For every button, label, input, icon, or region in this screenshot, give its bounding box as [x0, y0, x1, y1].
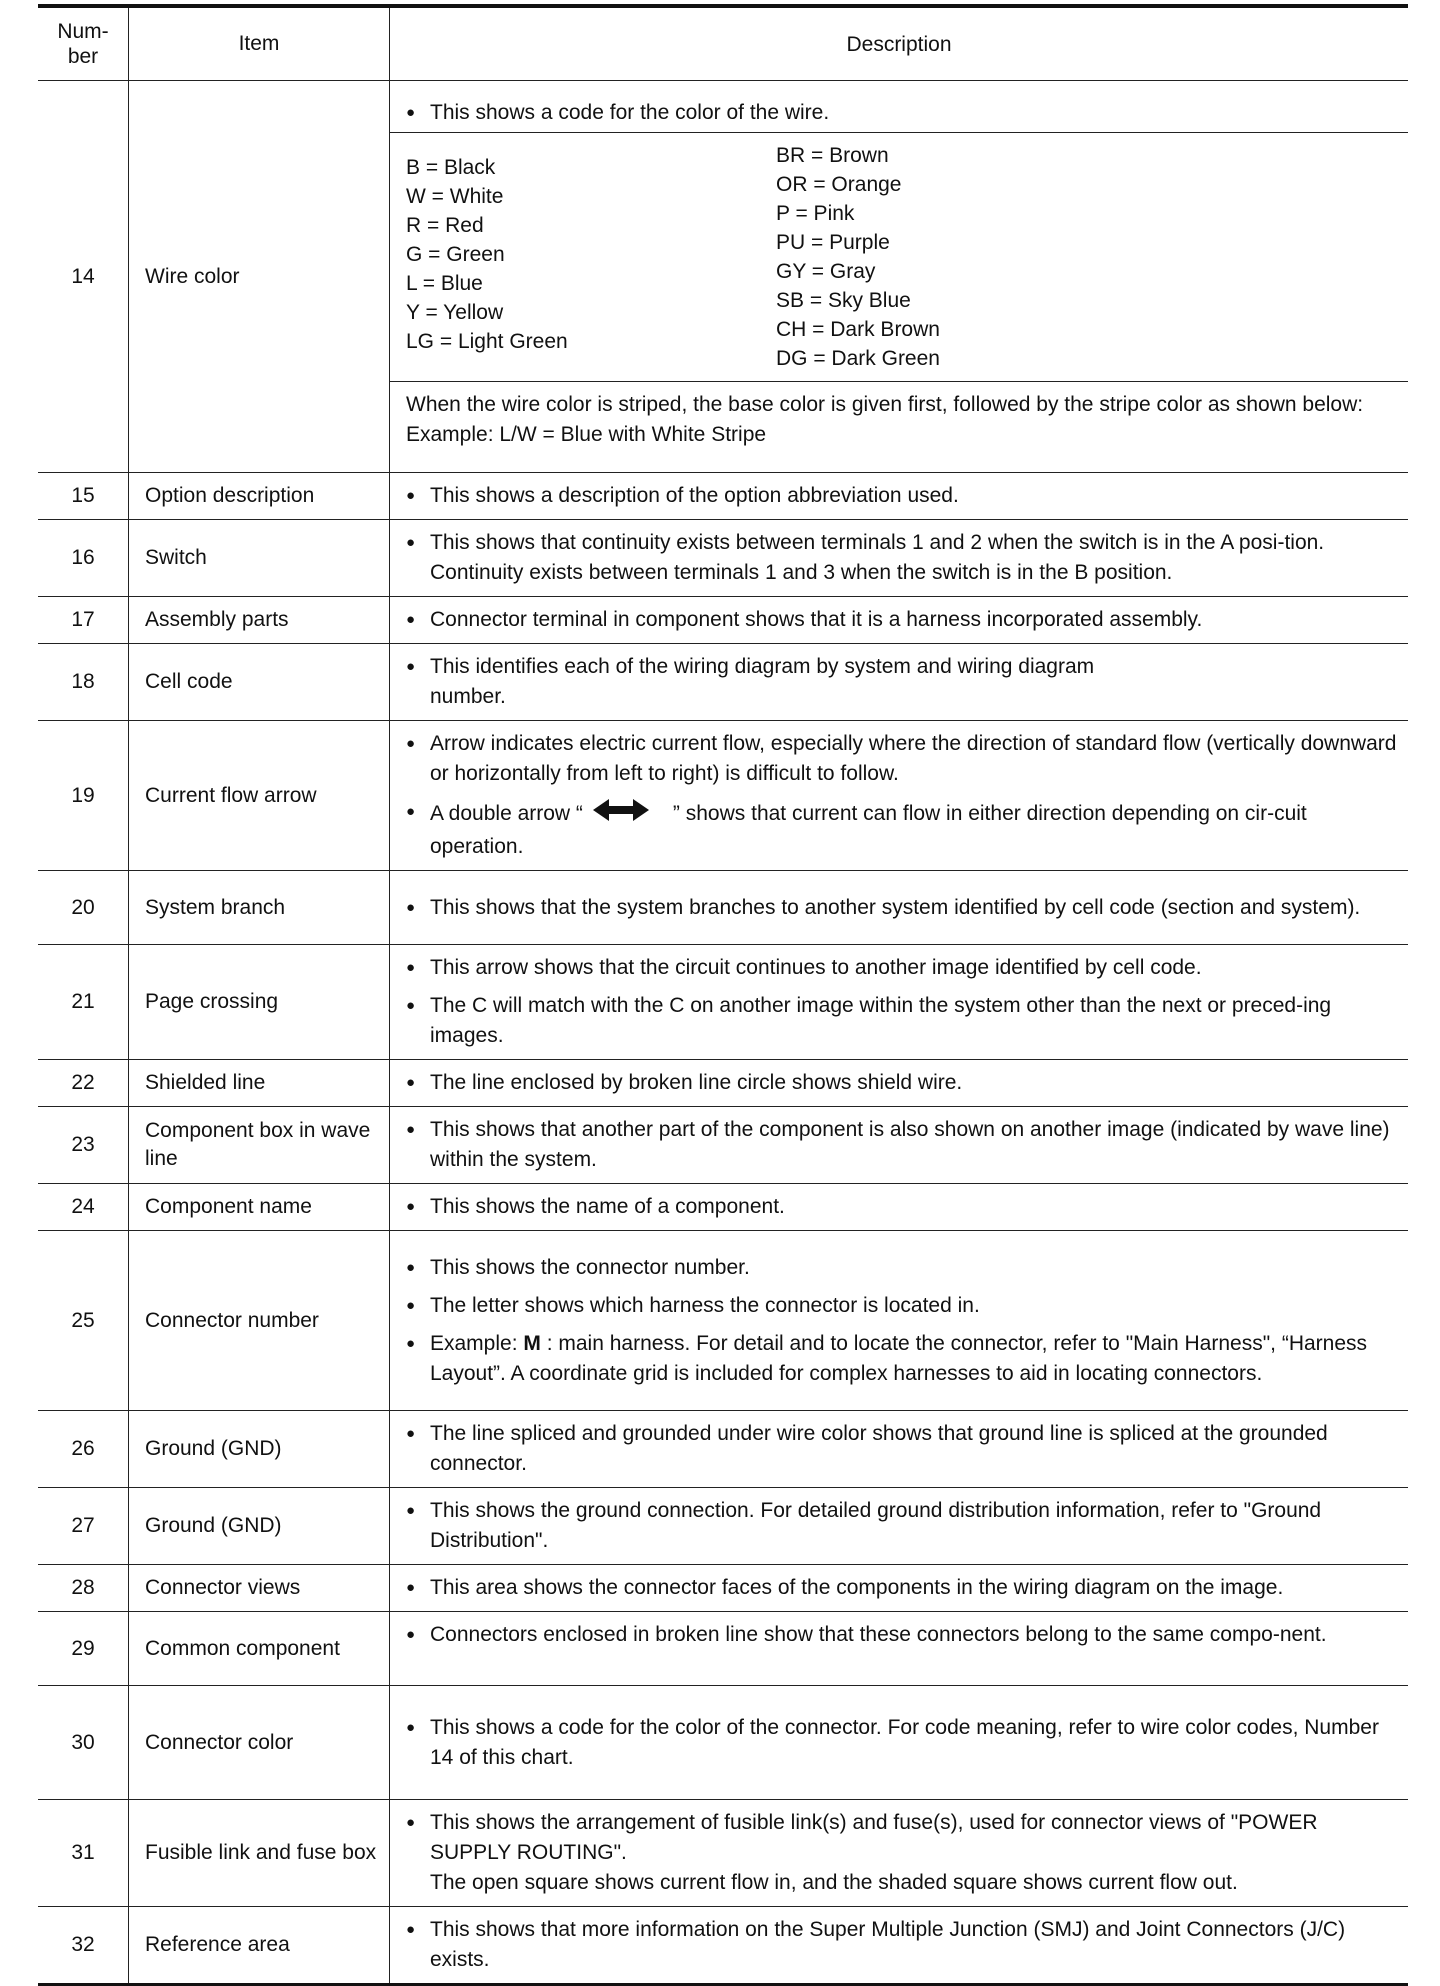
table-row [38, 597, 1408, 644]
row-description [390, 520, 1409, 597]
bullet-list [406, 729, 1398, 862]
row-description [390, 1686, 1409, 1800]
bullet-item: ● This shows that the system branches to another system identified by cell code (section and system). [406, 893, 1398, 923]
color-code: GY = Gray [776, 259, 876, 283]
bullet-item-example [406, 1329, 1398, 1389]
row-item: Reference area [129, 1907, 390, 1985]
table-row [38, 871, 1408, 945]
bullet-item: ● This shows the arrangement of fusible link(s) and fuse(s), used for connector views of "POWER SUPPLY ROUTING". The open square shows current flow in, and the shaded square shows current flow out. [406, 1808, 1398, 1898]
bullet-list [406, 1115, 1398, 1175]
bullet-item: ● This area shows the connector faces of the components in the wiring diagram on the image. [406, 1573, 1398, 1603]
color-code: OR = Orange [776, 172, 902, 196]
table-row [38, 1488, 1408, 1565]
bullet-list [406, 1253, 1398, 1389]
row-number: 29 [38, 1612, 129, 1686]
bullet-item-double-arrow [406, 797, 1398, 862]
row-description [390, 871, 1409, 945]
color-code: B = Black [406, 155, 496, 179]
bullet-item: ● This shows the connector number. [406, 1253, 1398, 1283]
row-number: 19 [38, 721, 129, 871]
row-number: 21 [38, 945, 129, 1060]
table-row [38, 1231, 1408, 1411]
table-row [38, 1800, 1408, 1907]
row-item: Shielded line [129, 1060, 390, 1107]
row-item: Wire color [129, 81, 390, 473]
wire-color-intro-section [390, 96, 1408, 132]
row-item: Assembly parts [129, 597, 390, 644]
table-row [38, 1565, 1408, 1612]
table-row [38, 1184, 1408, 1231]
double-arrow-icon [591, 797, 651, 832]
row-item: Option description [129, 473, 390, 520]
table-row [38, 1612, 1408, 1686]
bullet-item: ● This identifies each of the wiring diagram by system and wiring diagram number. [406, 652, 1398, 712]
row-description [390, 1907, 1409, 1985]
bullet-item: ● This shows the ground connection. For detailed ground distribution information, refer to "Ground Distribution". [406, 1496, 1398, 1556]
example-harness-code: M [523, 1331, 541, 1355]
row-item: Connector views [129, 1565, 390, 1612]
stripe-example: Example: L/W = Blue with White Stripe [406, 422, 767, 446]
color-codes-left [406, 141, 776, 373]
bullet-item: ● This arrow shows that the circuit continues to another image identified by cell code. [406, 953, 1398, 983]
example-label: Example: [430, 1331, 524, 1355]
table-row [38, 721, 1408, 871]
legend-table-sheet [38, 4, 1408, 1986]
bullet-item: ● This shows that another part of the component is also shown on another image (indicated by wave line) within the system. [406, 1115, 1398, 1175]
table-row [38, 473, 1408, 520]
color-code: W = White [406, 184, 504, 208]
color-code: P = Pink [776, 201, 855, 225]
row-item: Component name [129, 1184, 390, 1231]
bullet-list [406, 528, 1398, 588]
row-description [390, 473, 1409, 520]
row-item: System branch [129, 871, 390, 945]
row-description [390, 1488, 1409, 1565]
row-number: 16 [38, 520, 129, 597]
table-row [38, 1060, 1408, 1107]
header-number [38, 6, 129, 81]
row-number: 17 [38, 597, 129, 644]
bullet-list [406, 481, 1398, 511]
color-code: CH = Dark Brown [776, 317, 940, 341]
table-row [38, 520, 1408, 597]
bullet-item: ● This shows a code for the color of the wire. [406, 98, 1398, 128]
row-number: 24 [38, 1184, 129, 1231]
row-description [390, 644, 1409, 721]
row-description [390, 1107, 1409, 1184]
color-code: DG = Dark Green [776, 346, 940, 370]
bullet-list [406, 652, 1398, 712]
row-item: Ground (GND) [129, 1411, 390, 1488]
table-row [38, 1907, 1408, 1985]
table-row [38, 1411, 1408, 1488]
color-code: BR = Brown [776, 143, 889, 167]
bullet-item: ● This shows the name of a component. [406, 1192, 1398, 1222]
bullet-list [406, 1808, 1398, 1898]
row-description [390, 1231, 1409, 1411]
color-code: SB = Sky Blue [776, 288, 911, 312]
bullet-item: ● This shows a description of the option abbreviation used. [406, 481, 1398, 511]
bullet-item: ● This shows that more information on the Super Multiple Junction (SMJ) and Joint Connectors (J/C) exists. [406, 1915, 1398, 1975]
header-description: Description [390, 6, 1409, 81]
row-item: Cell code [129, 644, 390, 721]
row-description [390, 1612, 1409, 1686]
row-description [390, 1411, 1409, 1488]
bullet-item: ● This shows a code for the color of the connector. For code meaning, refer to wire color codes, Number 14 of this chart. [406, 1713, 1398, 1773]
table-row [38, 1107, 1408, 1184]
row-item: Component box in wave line [129, 1107, 390, 1184]
bullet-item: ● Connectors enclosed in broken line show that these connectors belong to the same compo-nent. [406, 1620, 1398, 1650]
double-arrow-text-before: A double arrow “ [430, 802, 583, 826]
bullet-item: ● The line enclosed by broken line circle shows shield wire. [406, 1068, 1398, 1098]
wire-color-codes-section [390, 132, 1408, 381]
bullet-item: ● The C will match with the C on another image within the system other than the next or preced-ing images. [406, 991, 1398, 1051]
example-text: : main harness. For detail and to locate the connector, refer to "Main Harness", “Harness Layout”. A coordinate grid is included for complex harnesses to aid in locating connectors. [430, 1331, 1368, 1385]
wire-color-description [390, 81, 1409, 473]
bullet-item: ● The line spliced and grounded under wire color shows that ground line is spliced at the grounded connector. [406, 1419, 1398, 1479]
row-description [390, 1565, 1409, 1612]
bullet-item: ● This shows that continuity exists between terminals 1 and 2 when the switch is in the A posi-tion. Continuity exists between terminals 1 and 3 when the switch is in the B position. [406, 528, 1398, 588]
row-item: Page crossing [129, 945, 390, 1060]
row-description [390, 1800, 1409, 1907]
row-description [390, 721, 1409, 871]
row-number: 15 [38, 473, 129, 520]
row-number: 26 [38, 1411, 129, 1488]
row-number: 25 [38, 1231, 129, 1411]
bullet-list [406, 1713, 1398, 1773]
color-code: R = Red [406, 213, 484, 237]
header-row [38, 6, 1408, 81]
color-code: Y = Yellow [406, 300, 504, 324]
table-row [38, 81, 1408, 473]
bullet-item: ● Arrow indicates electric current flow, especially where the direction of standard flow (vertically downward or horizontally from left to right) is difficult to follow. [406, 729, 1398, 789]
row-number: 14 [38, 81, 129, 473]
row-item: Switch [129, 520, 390, 597]
row-item: Ground (GND) [129, 1488, 390, 1565]
row-item: Connector color [129, 1686, 390, 1800]
color-code: G = Green [406, 242, 505, 266]
bullet-list [406, 605, 1398, 635]
bullet-list [406, 1068, 1398, 1098]
row-description [390, 1184, 1409, 1231]
color-code: L = Blue [406, 271, 483, 295]
table-row [38, 1686, 1408, 1800]
bullet-list [406, 1419, 1398, 1479]
row-description [390, 597, 1409, 644]
wiring-legend-table [38, 4, 1408, 1986]
bullet-list [406, 1915, 1398, 1975]
bullet-list [406, 953, 1398, 1051]
header-number-label: Num- ber [57, 20, 109, 68]
row-number: 18 [38, 644, 129, 721]
row-item: Fusible link and fuse box [129, 1800, 390, 1907]
header-item: Item [129, 6, 390, 81]
wire-color-stripe-section [390, 381, 1408, 458]
row-number: 30 [38, 1686, 129, 1800]
row-number: 28 [38, 1565, 129, 1612]
bullet-list [406, 1192, 1398, 1222]
row-item: Common component [129, 1612, 390, 1686]
row-number: 22 [38, 1060, 129, 1107]
row-number: 20 [38, 871, 129, 945]
bullet-list [406, 1496, 1398, 1556]
bullet-list [406, 893, 1398, 923]
row-item: Connector number [129, 1231, 390, 1411]
table-row [38, 945, 1408, 1060]
bullet-item: ● The letter shows which harness the connector is located in. [406, 1291, 1398, 1321]
color-codes-right [776, 141, 1146, 373]
color-code: LG = Light Green [406, 329, 568, 353]
bullet-item: ● Connector terminal in component shows that it is a harness incorporated assembly. [406, 605, 1398, 635]
bullet-list [406, 1620, 1398, 1650]
stripe-note: When the wire color is striped, the base color is given first, followed by the stripe color as shown below: [406, 392, 1364, 416]
row-number: 32 [38, 1907, 129, 1985]
bullet-list [406, 1573, 1398, 1603]
double-arrow-text-after: ” shows that current can flow in either direction depending on cir-cuit operation. [430, 802, 1307, 858]
row-number: 27 [38, 1488, 129, 1565]
row-number: 31 [38, 1800, 129, 1907]
color-code: PU = Purple [776, 230, 890, 254]
row-description [390, 1060, 1409, 1107]
table-row [38, 644, 1408, 721]
row-item: Current flow arrow [129, 721, 390, 871]
row-number: 23 [38, 1107, 129, 1184]
row-description [390, 945, 1409, 1060]
